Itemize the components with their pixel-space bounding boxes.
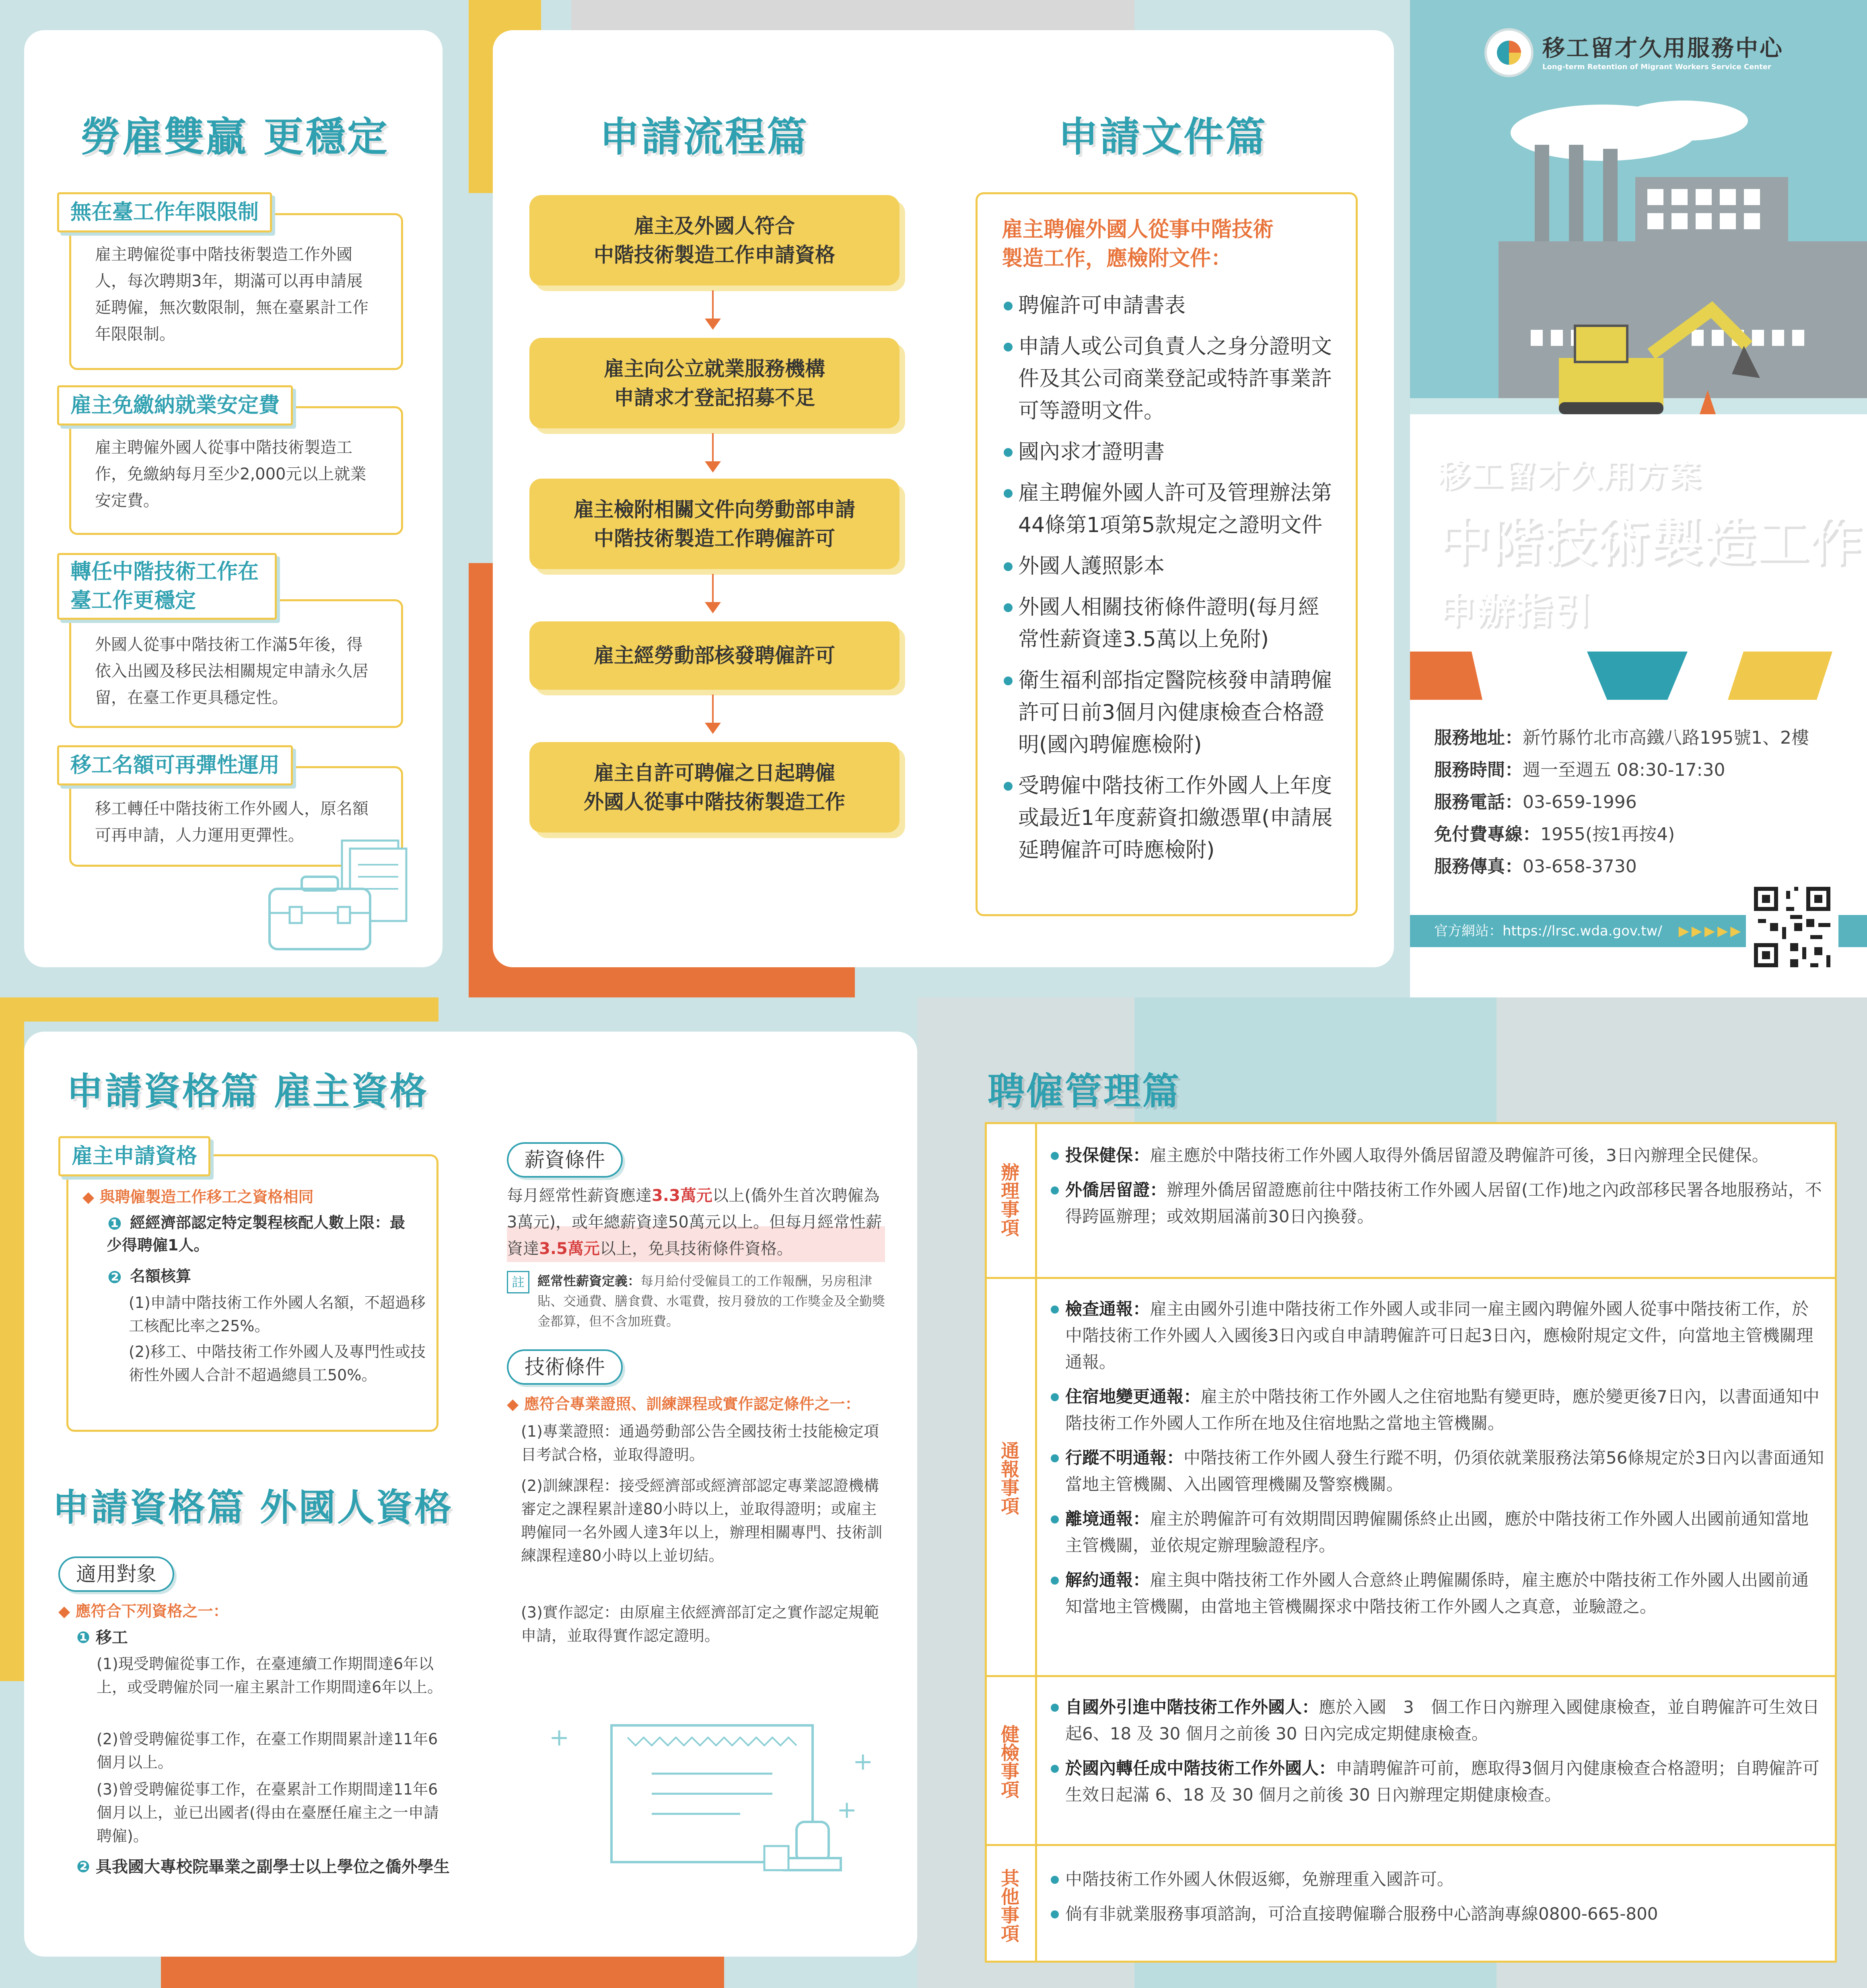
flow-step-3: [529, 479, 900, 569]
info-phone: 服務電話：03-659-1996: [1434, 792, 1637, 812]
flow-step-1: [529, 195, 900, 286]
info-hours: 服務時間：週一至週五 08:30-17:30: [1434, 760, 1725, 780]
foreign-group-1: ❶ 移工: [76, 1628, 128, 1647]
panel-employer-title: 申請資格篇 雇主資格: [66, 1070, 429, 1113]
mgmt-label-4: 其他事項: [998, 1868, 1020, 1943]
mgmt-item: 倘有非就業服務事項諮詢，可洽直接聘僱聯合服務中心諮詢專線0800-665-800: [1049, 1901, 1826, 1927]
logo-en: Long-term Retention of Migrant Workers Service Center: [1542, 62, 1771, 71]
skill-sub-1: (1)專業證照：通過勞動部公告全國技術士技能檢定項目考試合格，並取得證明。: [521, 1423, 879, 1464]
info-fax: 服務傳真：03-658-3730: [1434, 856, 1637, 877]
flow-arrow-4: [712, 695, 714, 723]
site-label: 官方網站：: [1434, 923, 1503, 939]
bg-yellow-left: [0, 997, 24, 1681]
briefcase-illustration: [266, 837, 410, 957]
mgmt-item: 自國外引進中階技術工作外國人：應於入國 3 個工作日內辦理入國健康檢查，並自聘僱許可生效日起6、18 及 30 個月之前後 30 日內完成定期健康檢查。: [1049, 1694, 1826, 1747]
employer-item-1: ❶ 經經濟部認定特定製程核配人數上限：最少得聘僱1人。: [107, 1213, 406, 1254]
cover-sub: 移工留才久用方案: [1438, 458, 1702, 494]
svg-text:+: +: [853, 1747, 873, 1776]
foreign-sub-2: (2)曾受聘僱從事工作，在臺工作期間累計達11年6個月以上。: [97, 1730, 438, 1771]
panel-docs-title: 申請文件篇: [1058, 113, 1267, 160]
site-arrows: ▶▶▶▶▶: [1678, 923, 1743, 939]
cover-guide: 申辦指引: [1438, 589, 1593, 632]
flow-arrowhead-1: [705, 319, 721, 330]
docs-item: 聘僱許可申請書表: [1004, 290, 1334, 322]
foreign-pill: 適用對象: [58, 1556, 174, 1592]
employer-sub-2: (2)移工、中階技術工作外國人及專門性或技術性外國人合計不超過總員工50%。: [129, 1343, 426, 1384]
flow-step-4: [529, 621, 900, 690]
skill-pill: 技術條件: [507, 1349, 623, 1385]
flow-step-5-line1: 雇主自許可聘僱之日起聘僱: [594, 761, 835, 785]
win-tag-2: 雇主免繳納就業安定費: [57, 385, 293, 426]
mgmt-item: 於國內轉任成中階技術工作外國人：申請聘僱許可前，應取得3個月內健康檢查合格證明；自聘僱許可生效日起滿 6、18 及 30 個月之前後 30 日內辦理定期健康檢查。: [1049, 1755, 1826, 1808]
mgmt-label-1: 辦理事項: [998, 1162, 1020, 1237]
panel-foreign-title: 申請資格篇 外國人資格: [52, 1486, 453, 1529]
mgmt-row-1: [985, 1122, 1837, 1277]
mgmt-item: 住宿地變更通報：雇主於中階技術工作外國人之住宿地點有變更時，應於變更後7日內，以書面通知中階技術工作外國人工作所在地及住宿地點之當地主管機關。: [1049, 1384, 1826, 1437]
mgmt-item: 外僑居留證：辦理外僑居留證應前往中階技術工作外國人居留(工作)地之內政部移民署各地服務站，不得跨區辦理；或效期屆滿前30日內換發。: [1049, 1177, 1826, 1230]
panel-mgmt-title: 聘僱管理篇: [988, 1070, 1181, 1113]
mgmt-row-3: [985, 1675, 1837, 1846]
mgmt-item: 解約通報：雇主與中階技術工作外國人合意終止聘僱關係時，雇主應於中階技術工作外國人出國前通知當地主管機關，由當地主管機關探求中階技術工作外國人之真意，並驗證之。: [1049, 1567, 1826, 1620]
flow-arrow-1: [712, 290, 714, 319]
foreign-group-2: ❷ 具我國大專校院畢業之副學士以上學位之僑外學生: [76, 1858, 450, 1876]
flow-arrowhead-2: [705, 461, 721, 473]
panel-flow-title: 申請流程篇: [599, 113, 809, 160]
flow-step-1-line1: 雇主及外國人符合: [634, 214, 795, 238]
mgmt-row-2: [985, 1277, 1837, 1677]
mgmt-item: 檢查通報：雇主由國外引進中階技術工作外國人或非同一雇主國內聘僱外國人從事中階技術工作，於中階技術工作外國人入國後3日內或自申請聘僱許可日起3日內，應檢附規定文件，向當地主管機關理通報。: [1049, 1296, 1826, 1375]
skill-lead: ◆ 應符合專業證照、訓練課程或實作認定條件之一：: [507, 1395, 860, 1413]
docs-heading: [1002, 215, 1332, 273]
cover-stripe: [1410, 652, 1867, 700]
svg-text:+: +: [549, 1723, 570, 1752]
svg-text:+: +: [837, 1796, 857, 1824]
note-label: 註: [507, 1271, 529, 1293]
number-1-icon: ❶: [107, 1213, 122, 1234]
skill-sub-3: (3)實作認定：由原雇主依經濟部訂定之實作認定規範申請，並取得實作認定證明。: [521, 1604, 879, 1645]
foreign-sub-3: (3)曾受聘僱從事工作，在臺累計工作期間達11年6個月以上，並已出國者(得由在臺歷任雇主之一申請聘僱)。: [97, 1780, 439, 1845]
info-address: 服務地址：新竹縣竹北市高鐵八路195號1、2樓: [1434, 728, 1809, 748]
flow-arrow-2: [712, 433, 714, 461]
mgmt-label-3: 健檢事項: [998, 1725, 1020, 1799]
certificate-illustration: [547, 1713, 889, 1874]
flow-step-4-line1: 雇主經勞動部核發聘僱許可: [594, 644, 835, 667]
flow-step-2-line2: 申請求才登記招募不足: [614, 386, 815, 409]
win-text-2: 雇主聘僱外國人從事中階技術製造工作，免繳納每月至少2,000元以上就業安定費。: [95, 438, 366, 510]
mgmt-item: 投保健保：雇主應於中階技術工作外國人取得外僑居留證及聘僱許可後，3日內辦理全民健保。: [1049, 1142, 1826, 1169]
win-tag-3: 轉任中階技術工作在臺工作更穩定: [57, 553, 277, 620]
flow-step-2: [529, 338, 900, 428]
site-url: https://lrsc.wda.gov.tw/: [1503, 923, 1662, 939]
flow-arrowhead-4: [705, 723, 721, 734]
cover-info: [1434, 722, 1809, 883]
docs-item: 外國人相關技術條件證明(每月經常性薪資達3.5萬以上免附): [1004, 591, 1334, 656]
qr-code-icon[interactable]: [1746, 879, 1838, 975]
docs-item: 國內求才證明書: [1004, 436, 1334, 468]
docs-item: 雇主聘僱外國人許可及管理辦法第44條第1項第5款規定之證明文件: [1004, 477, 1334, 541]
cover-logo: [1484, 28, 1784, 77]
info-tollfree: 免付費專線：1955(按1再按4): [1434, 824, 1675, 845]
number-2-icon: ❷: [107, 1267, 122, 1287]
employer-tag: 雇主申請資格: [58, 1136, 210, 1176]
mgmt-row-4: [985, 1844, 1837, 1965]
win-tag-4: 移工名額可再彈性運用: [57, 745, 293, 785]
docs-item: 申請人或公司負責人之身分證明文件及其公司商業登記或特許事業許可等證明文件。: [1004, 331, 1334, 427]
flow-arrow-3: [712, 574, 714, 602]
salary-text: 每月經常性薪資應達3.3萬元以上(僑外生首次聘僱為3萬元)，或年總薪資達50萬元以上。但每月經常性薪資達3.5萬元以上，免具技術條件資格。: [507, 1182, 885, 1262]
flow-arrowhead-3: [705, 602, 721, 613]
mgmt-item: 中階技術工作外國人休假返鄉，免辦理重入國許可。: [1049, 1866, 1826, 1893]
bg-gray-top: [571, 0, 1134, 32]
skill-sub-2: (2)訓練課程：接受經濟部或經濟部認定專業認證機構審定之課程累計達80小時以上，並取得證明；或雇主聘僱同一名外國人達3年以上，辦理相關專門、技術訓練課程達80小時以上並切結。: [521, 1477, 883, 1564]
flow-step-3-line2: 中階技術製造工作聘僱許可: [594, 526, 835, 550]
foreign-lead: ◆ 應符合下列資格之一：: [58, 1602, 228, 1620]
number-2-icon: ❷: [76, 1858, 90, 1876]
win-text-1: 雇主聘僱從事中階技術製造工作外國人，每次聘期3年，期滿可以再申請展延聘僱，無次數限制，無在臺累計工作年限限制。: [95, 245, 368, 343]
logo-cn: 移工留才久用服務中心: [1542, 35, 1784, 62]
employer-lead: ◆ 與聘僱製造工作移工之資格相同: [82, 1188, 314, 1206]
foreign-sub-1: (1)現受聘僱從事工作，在臺連續工作期間達6年以上，或受聘僱於同一雇主累計工作期間達6年以上。: [97, 1655, 443, 1696]
flow-step-5: [529, 742, 900, 833]
docs-list: [1004, 290, 1334, 875]
mgmt-item: 離境通報：雇主於聘僱許可有效期間因聘僱關係終止出國，應於中階技術工作外國人出國前通知當地主管機關，並依規定辦理驗證程序。: [1049, 1506, 1826, 1559]
docs-heading-line1: 雇主聘僱外國人從事中階技術: [1002, 218, 1274, 242]
flow-step-2-line1: 雇主向公立就業服務機構: [604, 357, 825, 380]
mgmt-label-2: 通報事項: [998, 1441, 1020, 1515]
factory-illustration: [1410, 97, 1867, 414]
docs-heading-line2: 製造工作，應檢附文件：: [1002, 247, 1232, 271]
logo-icon: [1484, 28, 1534, 77]
flow-step-3-line1: 雇主檢附相關文件向勞動部申請: [574, 498, 855, 521]
panel-win-title: 勞雇雙贏 更穩定: [80, 113, 389, 160]
flow-step-5-line2: 外國人從事中階技術製造工作: [584, 790, 845, 814]
mgmt-item: 行蹤不明通報：中階技術工作外國人發生行蹤不明，仍須依就業服務法第56條規定於3日內以書面通知當地主管機關、入出國管理機關及警察機關。: [1049, 1445, 1826, 1498]
flow-step-1-line2: 中階技術製造工作申請資格: [594, 243, 835, 267]
number-1-icon: ❶: [76, 1628, 90, 1647]
win-tag-1: 無在臺工作年限限制: [57, 192, 272, 232]
docs-item: 受聘僱中階技術工作外國人上年度或最近1年度薪資扣繳憑單(申請展延聘僱許可時應檢附): [1004, 770, 1334, 866]
win-text-3: 外國人從事中階技術工作滿5年後，得依入出國及移民法相關規定申請永久居留，在臺工作更具穩定性。: [95, 635, 368, 707]
win-text-4: 移工轉任中階技術工作外國人，原名額可再申請，人力運用更彈性。: [95, 800, 368, 845]
employer-item-2: ❷ 名額核算: [107, 1265, 416, 1287]
salary-pill: 薪資條件: [507, 1142, 623, 1178]
docs-item: 外國人護照影本: [1004, 550, 1334, 582]
cover-title: 中階技術製造工作: [1438, 512, 1863, 572]
bg-yellow-mid: [0, 997, 438, 1022]
employer-sub-1: (1)申請中階技術工作外國人名額，不超過移工核配比率之25%。: [129, 1294, 426, 1335]
site-link[interactable]: [1434, 921, 1743, 941]
docs-item: 衛生福利部指定醫院核發申請聘僱許可日前3個月內健康檢查合格證明(國內聘僱應檢附): [1004, 664, 1334, 761]
salary-note: 註 經常性薪資定義：每月給付受僱員工的工作報酬，另房租津貼、交通費、膳食費、水電費，按月發放的工作獎金及全勤獎金都算，但不含加班費。: [507, 1271, 885, 1331]
